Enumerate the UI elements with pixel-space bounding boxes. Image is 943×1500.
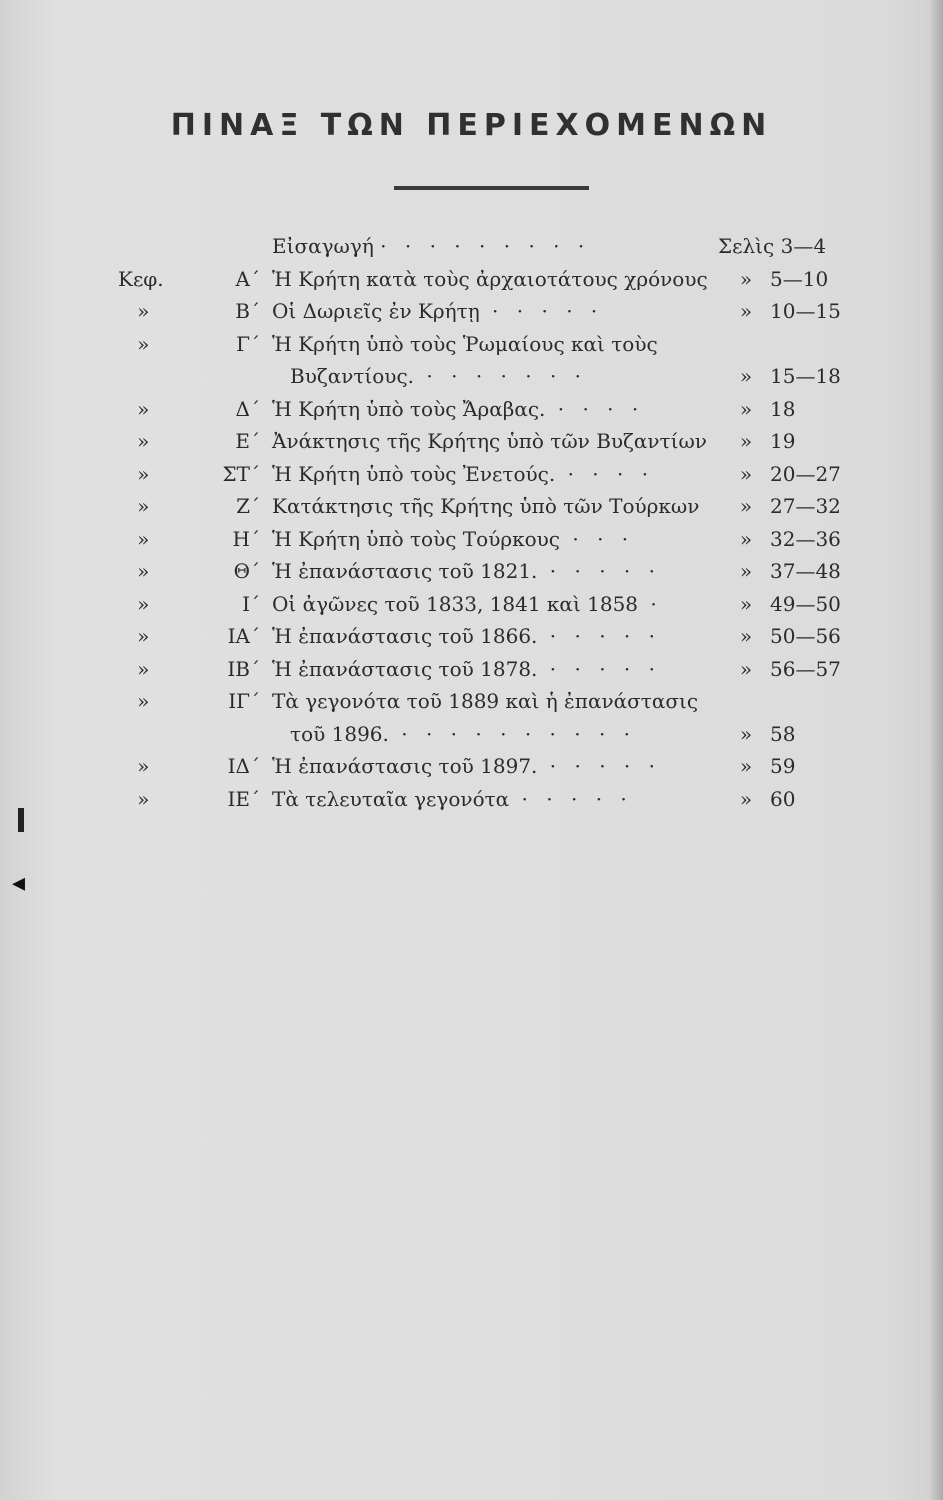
toc-row: [0, 653, 943, 686]
toc-row-ditto-mark: »: [739, 656, 753, 681]
toc-row-lead: »: [118, 461, 150, 486]
toc-row: [0, 393, 943, 426]
toc-row-ditto-mark: »: [739, 526, 753, 551]
toc-row-pages: 20—27: [770, 461, 841, 486]
toc-row-ditto-mark: »: [739, 461, 753, 486]
toc-row-pages: 59: [770, 754, 796, 778]
toc-row-ditto-mark: »: [739, 721, 753, 746]
toc-row-lead: »: [118, 331, 150, 356]
toc-row: [0, 263, 943, 296]
toc-row-ditto-mark: »: [739, 429, 753, 453]
toc-row-title: Ἡ ἐπανάστασις τοῦ 1821. · · · · ·: [272, 559, 661, 583]
toc-row-chapter-number: ΙΓ΄: [228, 689, 260, 713]
toc-row-lead: »: [118, 656, 150, 681]
toc-row-lead: »: [118, 494, 150, 518]
toc-row: [0, 360, 943, 393]
toc-row-ditto-mark: »: [739, 299, 753, 323]
toc-row: [0, 425, 943, 458]
toc-row-leader-dots: · · · · · · · · · ·: [388, 721, 637, 746]
toc-row-pages: 49—50: [770, 591, 841, 616]
toc-row-title: Ἡ Κρήτη κατὰ τοὺς ἀρχαιοτάτους χρόνους: [272, 266, 708, 291]
toc-row-pages: 18: [770, 396, 796, 421]
toc-row-pages: 50—56: [770, 624, 841, 648]
toc-row: [0, 783, 943, 816]
margin-mark: [18, 808, 24, 832]
toc-row-pages: 27—32: [770, 494, 841, 518]
toc-row-lead: Κεφ.: [118, 266, 164, 291]
toc-row-lead: »: [118, 689, 150, 713]
toc-row-ditto-mark: »: [739, 396, 753, 421]
toc-row-pages: 37—48: [770, 559, 841, 583]
toc-row-pages: 15—18: [770, 364, 841, 388]
toc-row-chapter-number: Θ΄: [233, 559, 260, 583]
toc-row-ditto-mark: »: [739, 591, 753, 616]
toc-row-lead: »: [118, 429, 150, 453]
toc-row-title: Ἡ Κρήτη ὑπὸ τοὺς Ἐνετούς. · · · ·: [272, 461, 655, 486]
toc-row-chapter-number: ΙΑ΄: [227, 624, 260, 648]
margin-arrow-mark: ◂: [12, 868, 26, 898]
toc-row-leader-dots: · · ·: [560, 526, 635, 551]
toc-row-ditto-mark: »: [739, 624, 753, 648]
toc-row-pages: 19: [770, 429, 796, 453]
toc-row-ditto-mark: »: [739, 266, 753, 291]
toc-intro-title: Εἰσαγωγή · · · · · · · · ·: [272, 234, 591, 258]
toc-row-title: τοῦ 1896. · · · · · · · · · ·: [290, 721, 637, 746]
toc-row-title: Οἱ ἀγῶνες τοῦ 1833, 1841 καὶ 1858 ·: [272, 591, 663, 616]
table-of-contents: [0, 230, 943, 815]
toc-row-leader-dots: · · · ·: [555, 461, 655, 486]
toc-row-title: Τὰ τελευταῖα γεγονότα · · · · ·: [272, 786, 633, 811]
toc-row: [0, 620, 943, 653]
toc-row-leader-dots: · · · ·: [545, 396, 645, 421]
toc-row-title: Ἡ Κρήτη ὑπὸ τοὺς Τούρκους · · ·: [272, 526, 635, 551]
toc-row-ditto-mark: »: [739, 364, 753, 388]
toc-row-title: Ἡ Κρήτη ὑπὸ τοὺς Ἄραβας. · · · ·: [272, 396, 645, 421]
toc-row-title: Κατάκτησις τῆς Κρήτης ὑπὸ τῶν Τούρκων: [272, 494, 700, 518]
toc-row-chapter-number: Δ΄: [235, 396, 260, 421]
toc-row-title: Τὰ γεγονότα τοῦ 1889 καὶ ἡ ἐπανάστασις: [272, 689, 699, 713]
toc-row-leader-dots: · · · · ·: [537, 559, 661, 583]
toc-row-leader-dots: ·: [638, 591, 663, 616]
title-rule: [394, 186, 589, 190]
toc-row-title: Οἱ Δωριεῖς ἐν Κρήτῃ · · · · ·: [272, 299, 604, 323]
toc-row-title: Ἡ Κρήτη ὑπὸ τοὺς Ῥωμαίους καὶ τοὺς: [272, 331, 658, 356]
toc-row: [0, 750, 943, 783]
toc-row-chapter-number: Γ΄: [236, 331, 260, 356]
toc-row: [0, 555, 943, 588]
toc-row: [0, 490, 943, 523]
toc-row-lead: »: [118, 396, 150, 421]
toc-row-ditto-mark: »: [739, 754, 753, 778]
toc-row-title: Ἡ ἐπανάστασις τοῦ 1897. · · · · ·: [272, 754, 661, 778]
toc-row-title: Βυζαντίους. · · · · · · ·: [290, 364, 588, 388]
toc-row-pages: 5—10: [770, 266, 829, 291]
toc-row: [0, 328, 943, 361]
toc-row-lead: »: [118, 591, 150, 616]
toc-row: [0, 718, 943, 751]
toc-row-title: Ἀνάκτησις τῆς Κρήτης ὑπὸ τῶν Βυζαντίων: [272, 429, 707, 453]
toc-row-chapter-number: ΣΤ΄: [222, 461, 260, 486]
toc-row-leader-dots: · · · · ·: [537, 624, 661, 648]
toc-row-title: Ἡ ἐπανάστασις τοῦ 1878. · · · · ·: [272, 656, 661, 681]
toc-intro-pages: Σελὶς 3—4: [718, 234, 827, 258]
toc-row-lead: »: [118, 559, 150, 583]
toc-row-chapter-number: Η΄: [232, 526, 260, 551]
toc-row-pages: 60: [770, 786, 796, 811]
toc-row-pages: 58: [770, 721, 796, 746]
toc-row: [0, 295, 943, 328]
toc-rows: [0, 263, 943, 816]
toc-row-leader-dots: · · · · ·: [537, 656, 661, 681]
toc-row-title: Ἡ ἐπανάστασις τοῦ 1866. · · · · ·: [272, 624, 661, 648]
toc-row-ditto-mark: »: [739, 494, 753, 518]
toc-row-leader-dots: · · · · ·: [479, 299, 604, 323]
toc-row-pages: 32—36: [770, 526, 841, 551]
toc-row-lead: »: [118, 754, 150, 778]
toc-row-leader-dots: · · · · · · ·: [414, 364, 588, 388]
toc-row-pages: 10—15: [770, 299, 841, 323]
toc-row-chapter-number: Ε΄: [235, 429, 260, 453]
toc-row-ditto-mark: »: [739, 786, 753, 811]
toc-row-chapter-number: Α΄: [235, 266, 260, 291]
toc-row-chapter-number: Ι΄: [242, 591, 260, 616]
toc-row-lead: »: [118, 624, 150, 648]
toc-row-chapter-number: Β΄: [235, 299, 260, 323]
toc-row-ditto-mark: »: [739, 559, 753, 583]
toc-row-lead: »: [118, 786, 150, 811]
toc-row-chapter-number: ΙΕ΄: [227, 786, 260, 811]
toc-row: [0, 458, 943, 491]
toc-intro-row: [0, 230, 943, 263]
toc-row-lead: »: [118, 299, 150, 323]
toc-row-lead: »: [118, 526, 150, 551]
toc-row: [0, 588, 943, 621]
toc-row-chapter-number: ΙΒ΄: [227, 656, 260, 681]
toc-row: [0, 523, 943, 556]
toc-row: [0, 685, 943, 718]
page-title: ΠΙΝΑΞ ΤΩΝ ΠΕΡΙΕΧΟΜΕΝΩΝ: [170, 108, 773, 143]
toc-row-leader-dots: · · · · ·: [509, 786, 633, 811]
toc-row-leader-dots: · · · · ·: [537, 754, 661, 778]
toc-row-chapter-number: ΙΔ΄: [227, 754, 260, 778]
toc-row-chapter-number: Ζ΄: [236, 494, 260, 518]
toc-row-pages: 56—57: [770, 656, 841, 681]
